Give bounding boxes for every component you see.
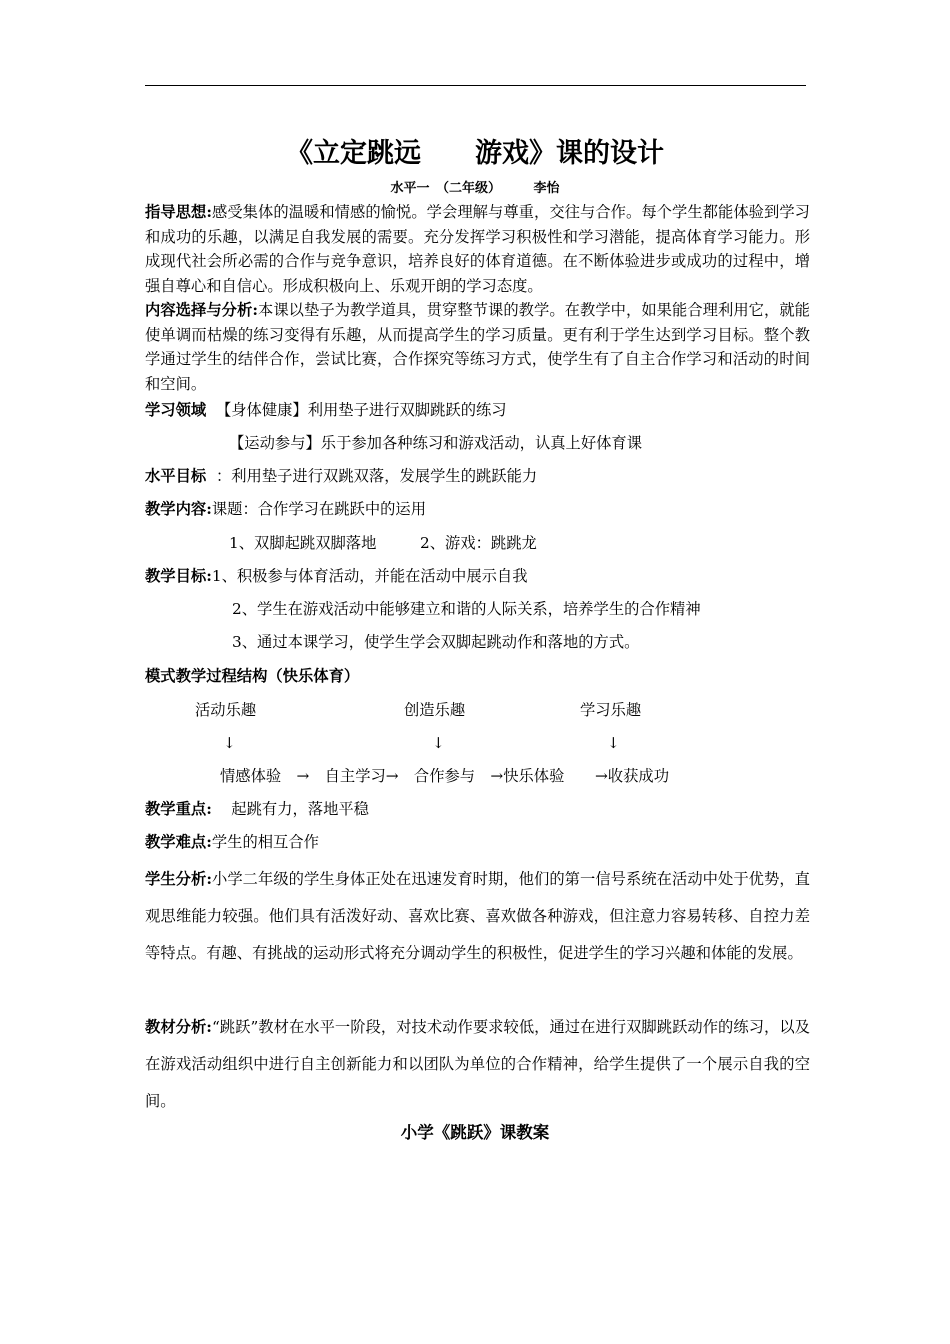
structure-top-2: 创造乐趣 — [404, 701, 466, 719]
header-rule — [145, 85, 806, 86]
document-title: 《立定跳远 游戏》课的设计 — [286, 138, 664, 169]
structure-heading — [145, 666, 359, 686]
byline: 水平一 （二年级） 李怡 — [390, 181, 560, 196]
guiding-thought-text: 感受集体的温暖和情感的愉悦。学会理解与尊重，交往与合作。每个学生都能体验到学习和成功的乐趣，以满足自我发展的需要。充分发挥学习积极性和学习潜能，提高体育学习能力。形成现代社会所必需的合作与竞争意识，培养良好的体育道德。在不断体验进步或成功的过程中，增强自尊心和自信心。形成积极向上、乐观开朗的学习态度。 — [145, 203, 810, 295]
teaching-goal-1: 1、积极参与体育活动，并能在活动中展示自我 — [211, 567, 528, 585]
key-point-label: 教学重点: — [145, 800, 212, 818]
teaching-content-item-1: 1、双脚起跳双脚落地 — [229, 534, 377, 552]
teaching-content-line — [145, 499, 426, 519]
teaching-goals-line — [145, 566, 528, 586]
learning-domain-label: 学习领域 — [145, 401, 207, 419]
structure-flow: 情感体验 → 自主学习→ 合作参与 →快乐体验 →收获成功 — [220, 767, 669, 785]
learning-domain-line-1 — [145, 400, 507, 420]
teaching-content-label: 教学内容: — [145, 500, 212, 518]
learning-domain-participation: 【运动参与】乐于参加各种练习和游戏活动，认真上好体育课 — [229, 434, 643, 452]
teaching-goal-3: 3、通过本课学习，使学生学会双脚起跳动作和落地的方式。 — [232, 633, 640, 651]
guiding-thought-paragraph — [145, 200, 810, 298]
level-goal-line — [145, 466, 537, 486]
material-analysis-label: 教材分析: — [145, 1018, 212, 1036]
material-analysis-text: “跳跃”教材在水平一阶段，对技术动作要求较低，通过在进行双脚跳跃动作的练习，以及在游戏活动组织中进行自主创新能力和以团队为单位的合作精神，给学生提供了一个展示自我的空间。 — [145, 1018, 810, 1110]
key-point-line — [145, 799, 369, 819]
structure-top-1: 活动乐趣 — [195, 701, 257, 719]
down-arrow-icon: ↓ — [607, 734, 620, 752]
difficulty-line — [145, 832, 319, 852]
content-analysis-text: 本课以垫子为教学道具，贯穿整节课的教学。在教学中，如果能合理利用它，就能使单调而枯燥的练习变得有乐趣，从而提高学生的学习质量。更有利于学生达到学习目标。整个教学通过学生的结伴合作，尝试比赛，合作探究等练习方式，使学生有了自主合作学习和活动的时间和空间。 — [145, 301, 810, 393]
student-analysis-paragraph — [145, 861, 810, 972]
teaching-content-item-2: 2、游戏：跳跳龙 — [420, 534, 537, 552]
key-point-text: 起跳有力，落地平稳 — [231, 800, 369, 818]
content-analysis-paragraph — [145, 298, 810, 396]
student-analysis-label: 学生分析: — [145, 870, 212, 888]
student-analysis-text: 小学二年级的学生身体正处在迅速发育时期，他们的第一信号系统在活动中处于优势，直观思维能力较强。他们具有活泼好动、喜欢比赛、喜欢做各种游戏，但注意力容易转移、自控力差等特点。有趣、有挑战的运动形式将充分调动学生的积极性，促进学生的学习兴趣和体能的发展。 — [145, 870, 810, 962]
lesson-plan-title: 小学《跳跃》课教案 — [400, 1123, 550, 1142]
guiding-thought-label: 指导思想: — [145, 203, 212, 221]
teaching-goals-label: 教学目标: — [145, 567, 212, 585]
down-arrow-icon: ↓ — [223, 734, 236, 752]
teaching-goal-2: 2、学生在游戏活动中能够建立和谐的人际关系，培养学生的合作精神 — [232, 600, 701, 618]
teaching-content-text: 课题：合作学习在跳跃中的运用 — [211, 500, 427, 518]
level-goal-label: 水平目标 — [145, 467, 207, 485]
material-analysis-paragraph — [145, 1009, 810, 1120]
structure-top-3: 学习乐趣 — [580, 701, 642, 719]
down-arrow-icon: ↓ — [432, 734, 445, 752]
difficulty-text: 学生的相互合作 — [211, 833, 319, 851]
content-analysis-label: 内容选择与分析: — [145, 301, 258, 319]
level-goal-text: ：利用垫子进行双跳双落，发展学生的跳跃能力 — [215, 467, 538, 485]
difficulty-label: 教学难点: — [145, 833, 212, 851]
learning-domain-health: 【身体健康】利用垫子进行双脚跳跃的练习 — [215, 401, 507, 419]
structure-label: 模式教学过程结构（快乐体育） — [145, 667, 360, 685]
